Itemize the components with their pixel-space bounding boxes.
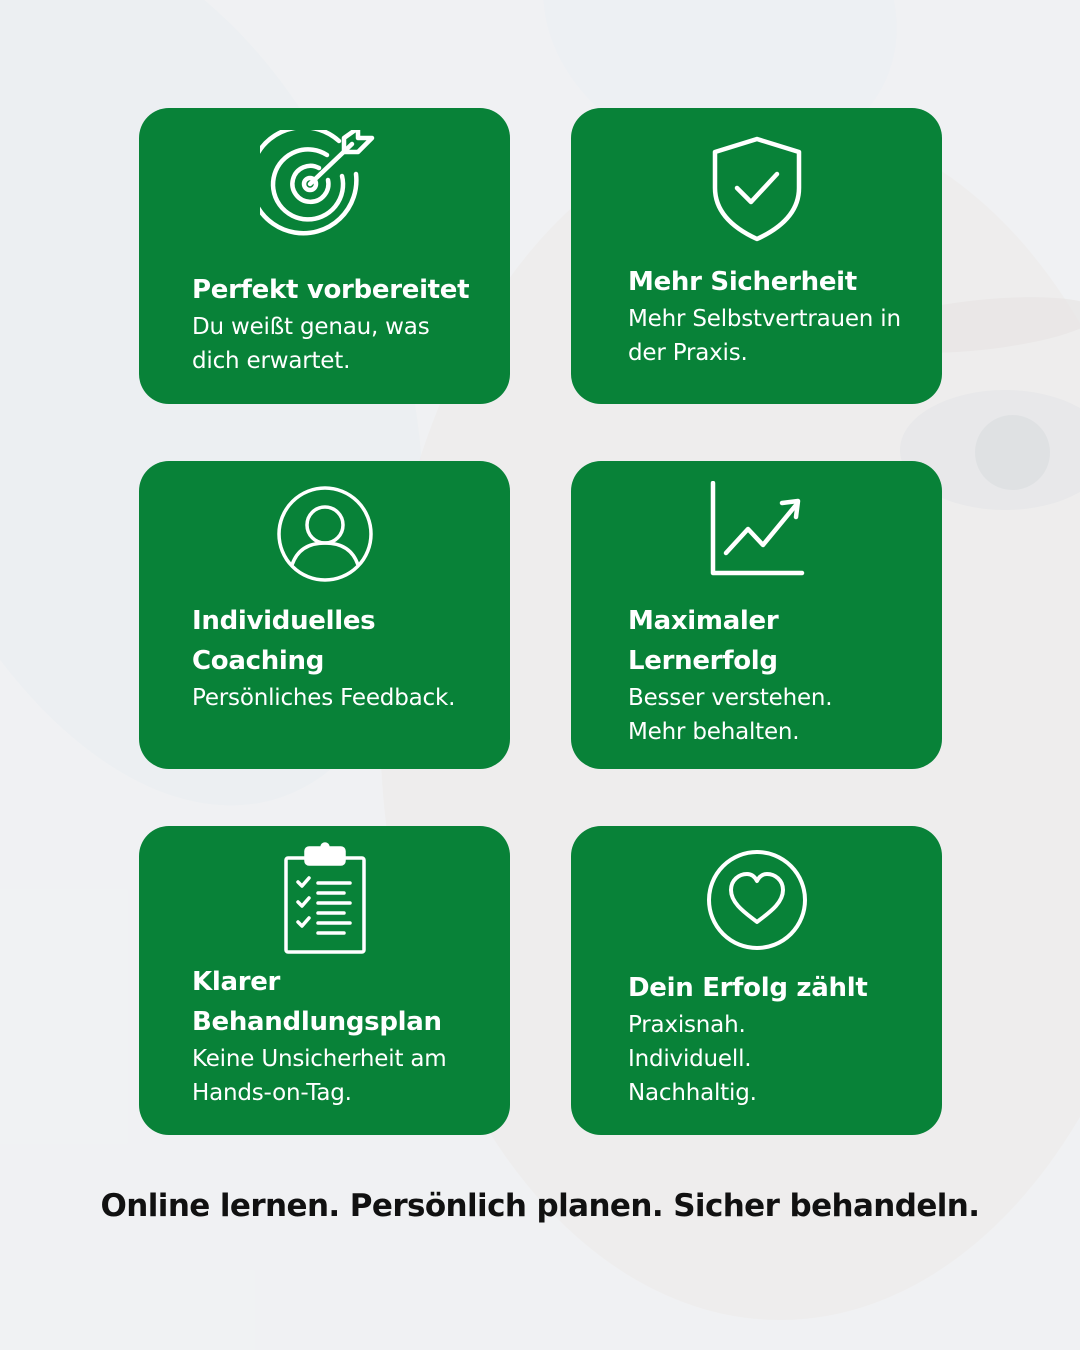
card-text-line: Nachhaltig. [628,1080,757,1106]
target-arrow-icon [139,130,510,236]
card-title-line: Coaching [192,646,325,676]
card-text-line: Du weißt genau, was [192,314,430,340]
card-text-line: Hands-on-Tag. [192,1080,352,1106]
card-title-line: Lernerfolg [628,646,778,676]
card-title-line: Behandlungsplan [192,1007,442,1037]
clipboard-checklist-icon [139,842,510,956]
card-text-line: Mehr Selbstvertrauen in [628,306,901,332]
shield-check-icon [571,136,942,242]
card-text-line: der Praxis. [628,340,748,366]
card-text-line: dich erwartet. [192,348,351,374]
heart-circle-icon [571,848,942,952]
card-title: Dein Erfolg zählt [628,973,868,1003]
card-text-line: Mehr behalten. [628,719,800,745]
feature-card-klarer-behandlungsplan [139,826,510,1135]
feature-card-mehr-sicherheit [571,108,942,404]
card-title-line: Individuelles [192,606,376,636]
growth-chart-icon [571,481,942,579]
card-text-line: Praxisnah. [628,1012,746,1038]
card-title: Mehr Sicherheit [628,267,857,297]
card-title-line: Klarer [192,967,281,997]
card-text-line: Individuell. [628,1046,752,1072]
card-title: Perfekt vorbereitet [192,275,470,305]
card-text-line: Besser verstehen. [628,685,833,711]
card-text-line: Persönliches Feedback. [192,685,456,711]
feature-card-maximaler-lernerfolg [571,461,942,769]
tagline: Online lernen. Persönlich planen. Sicher behandeln. [100,1188,980,1224]
feature-card-individuelles-coaching [139,461,510,769]
feature-card-dein-erfolg-zaehlt [571,826,942,1135]
card-text-line: Keine Unsicherheit am [192,1046,447,1072]
card-title-line: Maximaler [628,606,779,636]
user-circle-icon [139,485,510,583]
feature-card-perfekt-vorbereitet [139,108,510,404]
